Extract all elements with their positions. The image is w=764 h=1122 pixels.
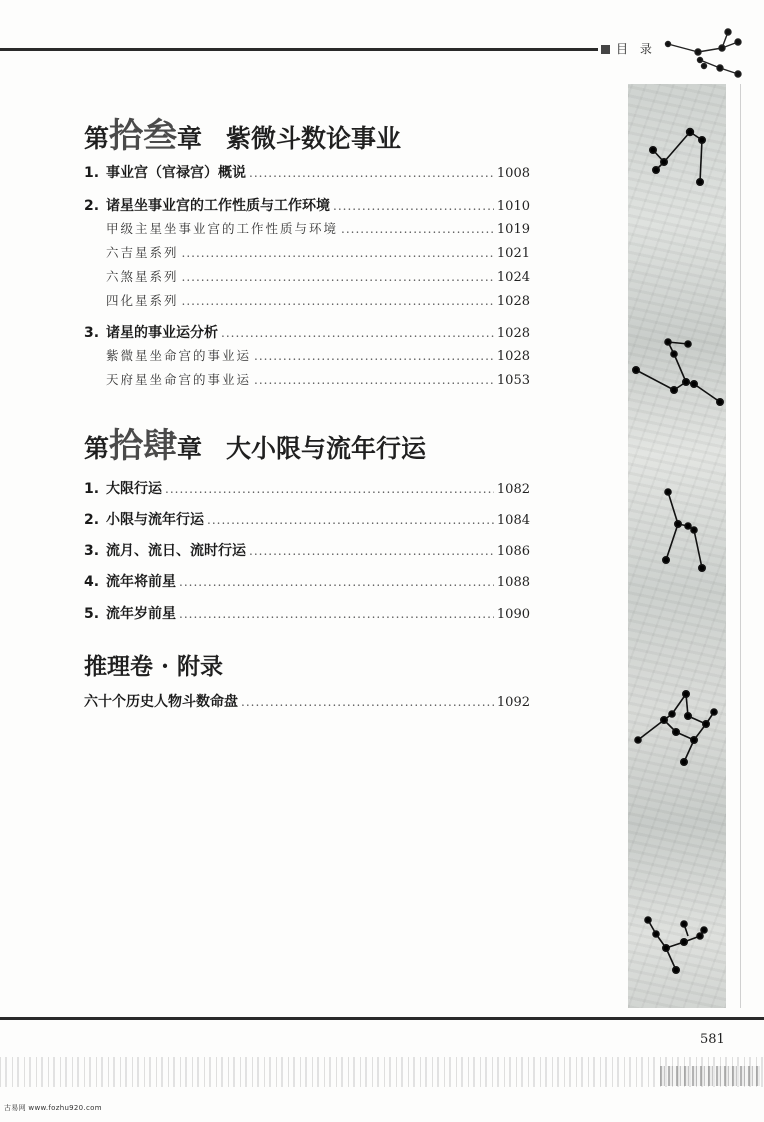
dot-leader (341, 222, 494, 236)
scan-artifact-barcode (660, 1066, 760, 1086)
toc-subentry[interactable] (106, 219, 530, 237)
dot-leader (165, 482, 494, 496)
toc-entry-title: 六十个历史人物斗数命盘 (84, 694, 238, 710)
toc-entry-title: 流月、流日、流时行运 (106, 543, 246, 559)
toc-entry[interactable] (84, 509, 530, 529)
chapter-prefix: 第 (84, 124, 110, 153)
dot-leader (221, 326, 494, 340)
constellation-strip-icon (628, 84, 726, 1008)
toc-subentry-page: 1019 (496, 222, 530, 237)
dot-leader (333, 199, 494, 213)
toc-entry-page: 1088 (496, 575, 530, 590)
toc-subentry-title: 天府星坐命宫的事业运 (106, 372, 252, 387)
toc-entry-page: 1010 (496, 199, 530, 214)
toc-entry-page: 1090 (496, 607, 530, 622)
strip-divider (740, 84, 741, 1008)
toc-entry[interactable] (84, 478, 530, 498)
toc-entry-page: 1008 (496, 166, 530, 181)
dot-leader (182, 246, 494, 260)
toc-subentry-page: 1053 (496, 373, 530, 388)
appendix-heading: 推理卷 · 附录 (84, 653, 224, 680)
toc-entry[interactable] (84, 603, 530, 623)
section-label: 目 录 (616, 42, 656, 56)
toc-entry[interactable] (84, 571, 530, 591)
toc-entry-title: 流年岁前星 (106, 606, 176, 622)
watermark: 古易网 www.fozhu920.com (4, 1104, 102, 1112)
toc-subentry[interactable] (106, 243, 530, 261)
toc-entry-number: 5. (84, 606, 100, 622)
toc-entry-title: 小限与流年行运 (106, 512, 204, 528)
dot-leader (241, 695, 494, 709)
toc-entry-page: 1092 (496, 695, 530, 710)
toc-entry[interactable] (84, 322, 530, 342)
dot-leader (249, 544, 494, 558)
dot-leader (179, 575, 494, 589)
footer-rule (0, 1017, 764, 1020)
dot-leader (182, 270, 494, 284)
toc-entry-number: 1. (84, 481, 100, 497)
toc-entry-number: 2. (84, 198, 100, 214)
toc-entry-page: 1086 (496, 544, 530, 559)
toc-entry-number: 4. (84, 574, 100, 590)
toc-subentry-page: 1028 (496, 349, 530, 364)
toc-entry-number: 3. (84, 543, 100, 559)
toc-entry[interactable] (84, 540, 530, 560)
toc-entry-number: 2. (84, 512, 100, 528)
toc-subentry-title: 四化星系列 (106, 293, 179, 308)
toc-entry-number: 3. (84, 325, 100, 341)
toc-entry-title: 事业宫（官禄宫）概说 (106, 165, 246, 181)
toc-subentry-title: 六煞星系列 (106, 269, 179, 284)
toc-subentry[interactable] (106, 267, 530, 285)
chapter-14-heading (84, 418, 426, 467)
toc-subentry-page: 1021 (496, 246, 530, 261)
page-number: 581 (700, 1032, 725, 1047)
chapter-suffix: 章 (177, 124, 203, 153)
toc-entry-page: 1084 (496, 513, 530, 528)
toc-subentry-title: 六吉星系列 (106, 245, 179, 260)
toc-entry[interactable] (84, 162, 530, 182)
dot-leader (182, 294, 494, 308)
scan-artifact-band (0, 1057, 764, 1087)
chapter-number: 拾叁 (109, 116, 178, 156)
constellation-top-icon (660, 22, 760, 82)
chapter-suffix: 章 (177, 434, 203, 463)
header-rule (0, 48, 598, 51)
dot-leader (207, 513, 494, 527)
toc-subentry-title: 紫微星坐命宫的事业运 (106, 348, 252, 363)
dot-leader (254, 373, 494, 387)
toc-entry-title: 诸星坐事业宫的工作性质与工作环境 (106, 198, 330, 214)
toc-entry[interactable] (84, 195, 530, 215)
chapter-title: 紫微斗数论事业 (226, 124, 402, 153)
toc-entry-page: 1028 (496, 326, 530, 341)
toc-entry-title: 大限行运 (106, 481, 162, 497)
dot-leader (249, 166, 494, 180)
toc-entry[interactable] (84, 691, 530, 711)
chapter-13-heading (84, 108, 401, 157)
toc-subentry-page: 1024 (496, 270, 530, 285)
dot-leader (179, 607, 494, 621)
toc-subentry[interactable] (106, 291, 530, 309)
header-marker (601, 45, 610, 54)
toc-subentry-title: 甲级主星坐事业宫的工作性质与环境 (106, 221, 339, 236)
toc-entry-page: 1082 (496, 482, 530, 497)
toc-subentry-page: 1028 (496, 294, 530, 309)
dot-leader (254, 349, 494, 363)
chapter-title: 大小限与流年行运 (226, 434, 427, 463)
chapter-prefix: 第 (84, 434, 110, 463)
toc-entry-title: 流年将前星 (106, 574, 176, 590)
chapter-number: 拾肆 (109, 426, 178, 466)
toc-entry-number: 1. (84, 165, 100, 181)
toc-entry-title: 诸星的事业运分析 (106, 325, 218, 341)
toc-subentry[interactable] (106, 346, 530, 364)
toc-subentry[interactable] (106, 370, 530, 388)
